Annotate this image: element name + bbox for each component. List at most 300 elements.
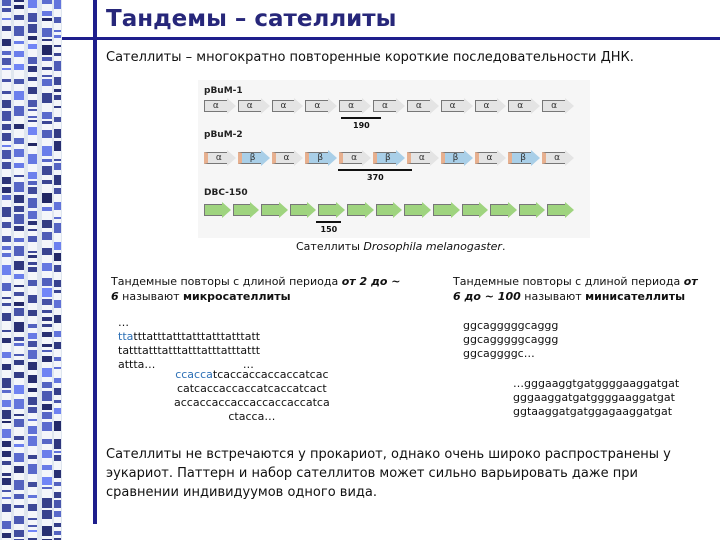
repeat-unit-label: α — [381, 101, 388, 111]
gel-band — [14, 163, 24, 168]
gel-band — [42, 498, 52, 508]
gel-band — [42, 11, 52, 16]
gel-band — [2, 145, 11, 147]
gel-band — [28, 116, 37, 118]
gel-band — [28, 267, 37, 272]
gel-band — [14, 337, 24, 341]
gel-band — [2, 236, 11, 242]
gel-band — [54, 77, 61, 85]
gel-band — [14, 385, 24, 394]
gel-band — [54, 61, 61, 71]
gel-band — [54, 95, 61, 100]
gel-band — [28, 120, 37, 122]
gel-band — [14, 124, 24, 129]
gel-band — [28, 407, 37, 413]
gel-band — [28, 388, 37, 392]
microsatellite-sequence-2 — [174, 368, 330, 424]
gel-band — [54, 290, 61, 293]
arrow-tip — [227, 150, 236, 166]
gel-band — [42, 332, 52, 337]
gel-band — [2, 8, 11, 12]
micro-seq1-line2: tatttatttatttatttatttatttattt — [118, 344, 261, 357]
repeat-unit-arrow — [261, 204, 280, 216]
gel-band — [54, 253, 61, 261]
gel-band — [28, 109, 37, 111]
gel-band — [2, 100, 11, 108]
gel-band — [54, 163, 61, 170]
repeat-unit-arrow — [204, 152, 228, 164]
gel-band — [14, 0, 24, 2]
micro-seq2-line3: accaccaccaccaccaccaccatca — [174, 396, 330, 409]
arrow-tip — [396, 98, 405, 114]
gel-band — [42, 57, 52, 61]
gel-band — [2, 490, 11, 492]
scale-label: 370 — [367, 173, 384, 182]
minisatellites-heading — [453, 274, 708, 304]
gel-band — [14, 419, 24, 427]
gel-band — [2, 207, 11, 217]
gel-band — [2, 441, 11, 447]
gel-band — [2, 162, 11, 169]
repeat-unit-arrow — [272, 152, 296, 164]
gel-band — [28, 127, 37, 135]
scale-label: 150 — [320, 225, 338, 234]
gel-band — [2, 303, 11, 306]
arrow-tip — [261, 150, 270, 166]
gel-band — [42, 439, 52, 444]
gel-band — [2, 265, 11, 275]
gel-band — [42, 121, 52, 124]
gel-band — [42, 45, 52, 55]
gel-lane — [28, 0, 37, 540]
gel-band — [54, 53, 61, 56]
gel-band — [42, 166, 52, 175]
gel-band — [42, 324, 52, 327]
gel-band — [14, 175, 24, 177]
gel-band — [14, 26, 24, 36]
gel-band — [14, 5, 24, 9]
gel-band — [28, 187, 37, 194]
gel-band — [28, 341, 37, 347]
gel-band — [14, 79, 24, 84]
arrow-tip — [362, 98, 371, 114]
gel-band — [2, 533, 11, 538]
repeat-unit-arrow — [404, 204, 423, 216]
gel-band — [28, 24, 37, 33]
gel-band — [14, 414, 24, 416]
gel-band — [14, 226, 24, 231]
gel-band — [14, 494, 24, 499]
gel-band — [42, 79, 52, 86]
gel-band — [14, 246, 24, 256]
gel-band — [14, 91, 24, 100]
gel-band — [2, 195, 11, 200]
gel-band — [2, 124, 11, 130]
gel-band — [14, 292, 24, 296]
gel-band — [2, 133, 11, 141]
repeat-unit-arrow — [318, 204, 337, 216]
row-label-pbum-2: pBuM-2 — [204, 130, 243, 140]
caption-prefix: Сателлиты — [296, 240, 364, 253]
gel-band — [28, 280, 37, 286]
gel-band — [28, 530, 37, 532]
gel-band — [54, 159, 61, 161]
arrow-tip — [565, 202, 574, 218]
gel-band — [14, 51, 24, 57]
repeat-unit-arrow — [233, 204, 252, 216]
scale-bar — [316, 221, 341, 223]
gel-band — [2, 338, 11, 343]
gel-band — [54, 421, 61, 431]
scale-bar — [341, 117, 381, 119]
satellite-diagram — [198, 80, 590, 238]
gel-band — [42, 450, 52, 458]
gel-band — [54, 202, 61, 210]
gel-band — [42, 404, 52, 410]
gel-lane — [2, 0, 11, 540]
microsatellites-heading — [111, 274, 411, 304]
gel-band — [14, 505, 24, 508]
gel-band — [2, 400, 11, 407]
arrow-tip — [464, 150, 473, 166]
arrow-tip — [508, 202, 517, 218]
minisatellite-sequence-2: …gggaaggtgatggggaaggatgat gggaaggatgatggggaaggatgat ggtaaggatgatggagaaggatgat — [513, 377, 680, 418]
repeat-unit-arrow — [290, 204, 309, 216]
gel-band — [14, 516, 24, 524]
repeat-unit-label: β — [249, 153, 256, 163]
arrow-tip — [430, 150, 439, 166]
gel-lane — [42, 0, 52, 540]
gel-band — [2, 177, 11, 184]
gel-band — [54, 523, 61, 527]
repeat-unit-label: β — [317, 153, 324, 163]
gel-band — [42, 465, 52, 470]
gel-band — [28, 57, 37, 64]
gel-band — [28, 350, 37, 359]
gel-band — [14, 195, 24, 203]
gel-band — [54, 0, 61, 9]
repeat-unit-arrow — [508, 100, 532, 112]
gel-band — [14, 322, 24, 332]
row-label-dbc-150: DBC-150 — [204, 188, 248, 198]
repeat-unit-label: α — [351, 153, 358, 163]
gel-band — [42, 193, 52, 203]
gel-band — [42, 220, 52, 228]
gel-band — [2, 58, 11, 65]
gel-band — [42, 278, 52, 286]
microsatellite-sequence-1 — [118, 316, 260, 372]
gel-band — [42, 75, 52, 77]
gel-band — [2, 187, 11, 193]
gel-band — [42, 391, 52, 401]
arrow-tip — [536, 202, 545, 218]
gel-band — [14, 466, 24, 473]
gel-band — [42, 28, 52, 37]
arrow-tip — [497, 150, 506, 166]
gel-band — [14, 530, 24, 537]
gel-band — [28, 525, 37, 527]
row-label-pbum-1: pBuM-1 — [204, 86, 243, 96]
gel-band — [28, 143, 37, 146]
repeat-unit-label: β — [452, 153, 459, 163]
gel-band — [14, 64, 24, 70]
gel-band — [14, 182, 24, 192]
conclusion-text: Сателлиты не встречаются у прокариот, однако очень широко распространены у эукариот. Паттерн и набор сателлитов может сильно варьировать даже при сравнении индивидуумов одного вида. — [106, 447, 671, 500]
arrow-tip — [497, 98, 506, 114]
gel-band — [2, 0, 11, 6]
gel-band — [2, 390, 11, 393]
repeat-unit-arrow — [376, 204, 395, 216]
gel-band — [2, 478, 11, 485]
gel-band — [42, 382, 52, 388]
gel-band — [2, 330, 11, 332]
repeat-unit-label: α — [554, 153, 561, 163]
gel-band — [14, 302, 24, 306]
gel-band — [54, 217, 61, 219]
gel-band — [42, 288, 52, 297]
repeat-unit-arrow — [347, 204, 366, 216]
gel-band — [14, 343, 24, 346]
gel-lane — [54, 0, 61, 540]
gel-band — [28, 66, 37, 72]
gel-band — [2, 410, 11, 419]
gel-band — [54, 117, 61, 122]
subtitle: Сателлиты – многократно повторенные короткие последовательности ДНК. — [106, 50, 634, 65]
gel-band — [28, 362, 37, 370]
gel-band — [54, 455, 61, 461]
gel-band — [54, 242, 61, 250]
repeat-unit-label: α — [415, 101, 422, 111]
gel-band — [28, 13, 37, 22]
arrow-tip — [294, 98, 303, 114]
micro-head-mid: называют — [118, 290, 184, 303]
repeat-unit-label: α — [449, 101, 456, 111]
repeat-unit-arrow — [490, 204, 509, 216]
gel-band — [2, 297, 11, 299]
gel-band — [54, 45, 61, 47]
gel-band — [28, 426, 37, 434]
gel-band — [28, 397, 37, 405]
gel-band — [42, 510, 52, 519]
gel-band — [42, 0, 52, 4]
gel-band — [2, 39, 11, 46]
repeat-unit-arrow — [373, 100, 397, 112]
gel-band — [14, 149, 24, 157]
gel-band — [54, 35, 61, 38]
figure-caption — [296, 240, 505, 253]
gel-band — [42, 146, 52, 156]
repeat-unit-arrow — [433, 204, 452, 216]
gel-band — [28, 77, 37, 81]
gel-band — [54, 482, 61, 486]
gel-band — [2, 521, 11, 529]
gel-band — [28, 324, 37, 328]
gel-band — [28, 333, 37, 339]
arrow-tip — [307, 202, 316, 218]
gel-band — [28, 504, 37, 511]
arrow-tip — [565, 150, 574, 166]
repeat-unit-arrow — [305, 100, 329, 112]
gel-band — [42, 130, 52, 138]
minisatellite-sequence-1: ggcagggggcaggg ggcagggggcaggg ggcaggggc… — [463, 319, 559, 360]
repeat-unit-label: α — [551, 101, 558, 111]
arrow-tip — [227, 98, 236, 114]
gel-band — [54, 129, 61, 138]
repeat-unit-label: β — [520, 153, 527, 163]
gel-band — [2, 18, 11, 20]
gel-band — [54, 89, 61, 92]
gel-band — [14, 480, 24, 490]
gel-band — [2, 253, 11, 257]
micro-seq2-line1: tcaccaccaccaccatcac — [212, 368, 329, 381]
gel-band — [14, 372, 24, 378]
gel-band — [42, 356, 52, 362]
gel-band — [28, 0, 37, 8]
repeat-unit-arrow — [407, 152, 431, 164]
gel-band — [28, 198, 37, 208]
gel-band — [28, 495, 37, 498]
arrow-tip — [328, 150, 337, 166]
repeat-unit-arrow — [238, 152, 262, 164]
gel-band — [2, 352, 11, 358]
gel-band — [54, 378, 61, 383]
gel-band — [14, 308, 24, 316]
micro-seq1-highlight: tta — [118, 330, 134, 343]
gel-band — [42, 232, 52, 240]
gel-band — [54, 175, 61, 185]
gel-band — [28, 375, 37, 383]
gel-band — [28, 44, 37, 49]
gel-band — [14, 354, 24, 356]
repeat-unit-label: α — [246, 101, 253, 111]
gel-band — [42, 263, 52, 271]
gel-band — [28, 295, 37, 303]
scale-bar — [338, 169, 412, 171]
gel-band — [28, 36, 37, 40]
frame-horizontal-line — [62, 37, 720, 40]
arrow-tip — [451, 202, 460, 218]
micro-seq1-line0: … — [118, 316, 129, 329]
gel-band — [54, 223, 61, 233]
gel-band — [2, 421, 11, 423]
gel-band — [14, 106, 24, 116]
mini-head-term: минисателлиты — [585, 290, 686, 303]
gel-band — [42, 350, 52, 352]
repeat-unit-arrow — [238, 100, 262, 112]
gel-band — [54, 492, 61, 498]
repeat-unit-label: α — [314, 101, 321, 111]
repeat-unit-label: α — [483, 101, 490, 111]
gel-band — [28, 100, 37, 107]
arrow-tip — [328, 98, 337, 114]
gel-band — [54, 17, 61, 23]
gel-band — [42, 344, 52, 347]
micro-seq2-highlight: ccacca — [175, 368, 213, 381]
gel-band — [2, 222, 11, 228]
gel-band — [2, 283, 11, 291]
gel-band — [2, 26, 11, 31]
gel-band — [2, 473, 11, 476]
gel-band — [28, 87, 37, 94]
gel-band — [54, 357, 61, 361]
gel-band — [2, 111, 11, 121]
gel-band — [42, 310, 52, 313]
repeat-unit-arrow — [462, 204, 481, 216]
gel-band — [54, 188, 61, 194]
gel-band — [28, 211, 37, 219]
arrow-tip — [250, 202, 259, 218]
gel-band — [2, 246, 11, 250]
repeat-unit-arrow — [373, 152, 397, 164]
micro-head-range: от 2 до ~ 6 — [111, 275, 401, 303]
repeat-unit-arrow — [204, 204, 223, 216]
gel-band — [42, 67, 52, 70]
gel-band — [2, 313, 11, 321]
gel-band — [28, 455, 37, 459]
gel-band — [42, 39, 52, 41]
gel-band — [42, 93, 52, 103]
mini-head-mid: называют — [520, 290, 586, 303]
scale-label: 190 — [353, 121, 370, 130]
gel-band — [2, 378, 11, 388]
gel-band — [14, 436, 24, 440]
gel-band — [54, 439, 61, 449]
gel-band — [14, 360, 24, 365]
gel-band — [42, 368, 52, 377]
gel-band — [54, 106, 61, 108]
gel-band — [2, 91, 11, 94]
gel-band — [28, 464, 37, 474]
gel-band — [14, 453, 24, 462]
caption-suffix: . — [501, 240, 506, 253]
arrow-tip — [294, 150, 303, 166]
gel-band — [2, 150, 11, 159]
gel-band — [14, 15, 24, 20]
gel-band — [2, 504, 11, 512]
micro-seq2-line2: catcaccaccaccatcaccatcact — [176, 382, 327, 395]
gel-band — [28, 251, 37, 253]
gel-band — [54, 388, 61, 395]
repeat-unit-label: α — [283, 153, 290, 163]
gel-band — [28, 262, 37, 265]
mini-head-prefix: Тандемные повторы с длиной периода — [453, 275, 684, 288]
arrow-tip — [464, 98, 473, 114]
repeat-unit-label: α — [517, 101, 524, 111]
repeat-unit-arrow — [339, 100, 363, 112]
micro-seq1-line3: attta… … — [118, 358, 254, 371]
arrow-tip — [565, 98, 574, 114]
gel-band — [28, 229, 37, 231]
gel-band — [14, 274, 24, 279]
frame-vertical-line — [93, 0, 97, 524]
gel-band — [2, 364, 11, 370]
arrow-tip — [362, 150, 371, 166]
gel-band — [54, 30, 61, 32]
gel-band — [14, 238, 24, 242]
repeat-unit-label: α — [418, 153, 425, 163]
caption-species: Drosophila melanogaster — [363, 240, 502, 253]
gel-band — [28, 172, 37, 179]
repeat-unit-arrow — [508, 152, 532, 164]
repeat-unit-arrow — [547, 204, 566, 216]
repeat-unit-label: α — [215, 153, 222, 163]
repeat-unit-label: α — [348, 101, 355, 111]
gel-band — [28, 255, 37, 258]
repeat-unit-arrow — [339, 152, 363, 164]
arrow-tip — [396, 150, 405, 166]
gel-band — [28, 482, 37, 487]
gel-band — [14, 41, 24, 44]
